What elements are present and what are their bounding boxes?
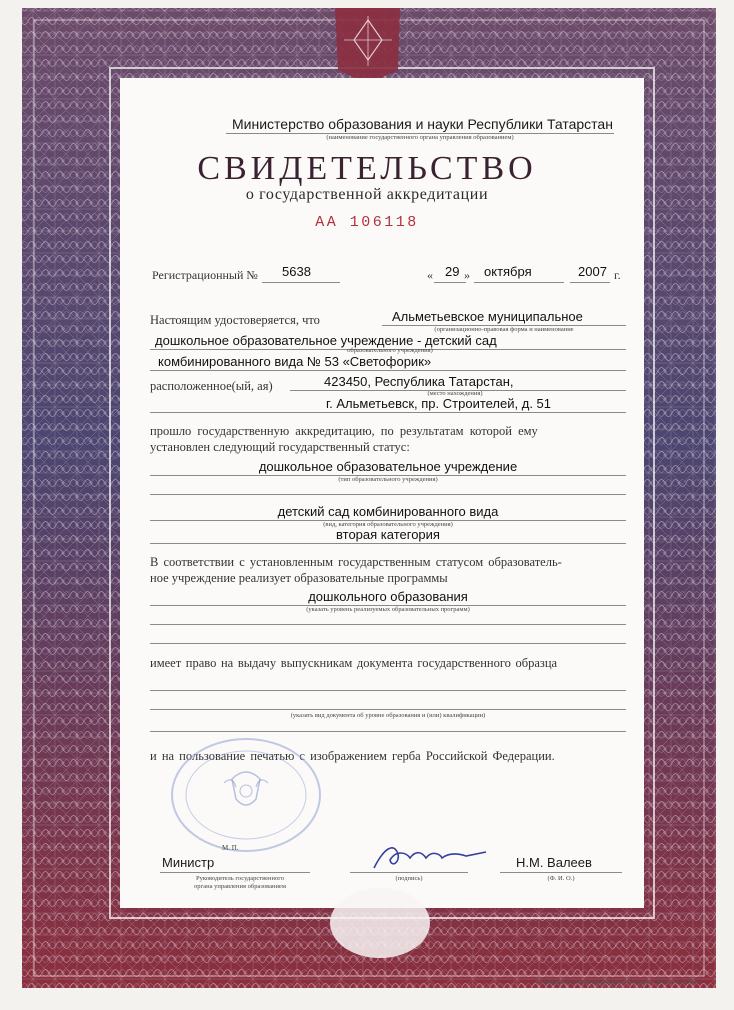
date-quote-open: «	[427, 268, 433, 282]
date-quote-close: »	[464, 268, 470, 282]
issuer-caption: (наименование государственного органа управления образованием)	[326, 134, 514, 141]
signature-rule	[350, 872, 468, 873]
stamp-place-label: М. П.	[222, 844, 239, 852]
address-line-2-rule	[150, 412, 626, 413]
date-year: 2007	[578, 264, 607, 279]
institution-caption-1: (организационно-правовая форма и наименование	[434, 326, 574, 333]
programs-text-2: ное учреждение реализует образовательные программы	[150, 571, 448, 585]
minister-rule	[160, 872, 310, 873]
date-day: 29	[445, 264, 460, 279]
programs-blank-rule-2	[150, 643, 626, 644]
signature	[370, 838, 490, 874]
registration-number: 5638	[282, 264, 311, 279]
official-stamp	[166, 735, 326, 855]
month-line	[474, 282, 564, 283]
category-rule	[150, 543, 626, 544]
address-line-1: 423450, Республика Татарстан,	[324, 374, 514, 389]
institution-line-3: комбинированного вида № 53 «Светофорик»	[158, 354, 432, 369]
document-title: СВИДЕТЕЛЬСТВО	[197, 150, 537, 187]
passed-text-1: прошло государственную аккредитацию, по результатам которой ему	[150, 424, 538, 438]
institution-line-2: дошкольное образовательное учреждение - детский сад	[155, 333, 497, 348]
date-month: октября	[484, 264, 532, 279]
year-line	[570, 282, 610, 283]
programs-blank-rule-1	[150, 624, 626, 625]
programs-text-1: В соответствии с установленным государственным статусом образователь-	[150, 555, 562, 569]
date-suffix: г.	[614, 268, 621, 282]
name-rule	[500, 872, 622, 873]
registration-label: Регистрационный №	[152, 268, 258, 282]
institution-type: дошкольное образовательное учреждение	[258, 459, 518, 474]
issuer-name: Министерство образования и науки Республики Татарстан	[232, 116, 613, 132]
located-label: расположенное(ый, ая)	[150, 379, 273, 393]
seal-right-text: и на пользование печатью с изображением герба Российской Федерации.	[150, 749, 555, 763]
type-caption: (тип образовательного учреждения)	[338, 476, 438, 483]
reg-line	[262, 282, 340, 283]
document-blank-rule-3	[150, 731, 626, 732]
programs-caption: (указать уровень реализуемых образовательных программ)	[306, 606, 470, 613]
printer-imprint: © Пермская печатная фабрика Гознака. 2001—174300.	[536, 978, 699, 986]
institution-kind: детский сад комбинированного вида	[277, 504, 499, 519]
institution-line-1: Альметьевское муниципальное	[392, 309, 583, 324]
passed-text-2: установлен следующий государственный статус:	[150, 440, 410, 454]
minister-caption-2: органа управления образованием	[194, 883, 286, 890]
minister-name: Н.М. Валеев	[516, 855, 592, 870]
signature-caption: (подпись)	[395, 875, 423, 882]
document-caption: (указать вид документа об уровне образования и (или) квалификации)	[290, 712, 486, 719]
document-subtitle: о государственной аккредитации	[245, 186, 489, 203]
minister-label: Министр	[162, 855, 215, 870]
document-blank-rule-2	[150, 709, 626, 710]
institution-category: вторая категория	[336, 527, 440, 542]
type-blank-rule	[150, 494, 626, 495]
document-blank-rule-1	[150, 690, 626, 691]
day-line	[434, 282, 466, 283]
serial-number: АА 106118	[315, 214, 419, 231]
programs-value: дошкольного образования	[308, 589, 468, 604]
name-caption: (Ф. И. О.)	[547, 875, 575, 882]
watermark	[330, 888, 430, 958]
address-line-2: г. Альметьевск, пр. Строителей, д. 51	[326, 396, 552, 411]
right-text: имеет право на выдачу выпускникам документа государственного образца	[150, 656, 558, 670]
institution-caption-2: образовательного учреждения)	[347, 347, 433, 354]
minister-caption-1: Руководитель государственного	[196, 875, 284, 882]
kind-caption: (вид, категория образовательного учреждения)	[323, 521, 453, 528]
address-caption: (место нахождения)	[427, 390, 483, 397]
certify-label: Настоящим удостоверяется, что	[150, 313, 320, 327]
institution-line-3-rule	[150, 370, 626, 371]
